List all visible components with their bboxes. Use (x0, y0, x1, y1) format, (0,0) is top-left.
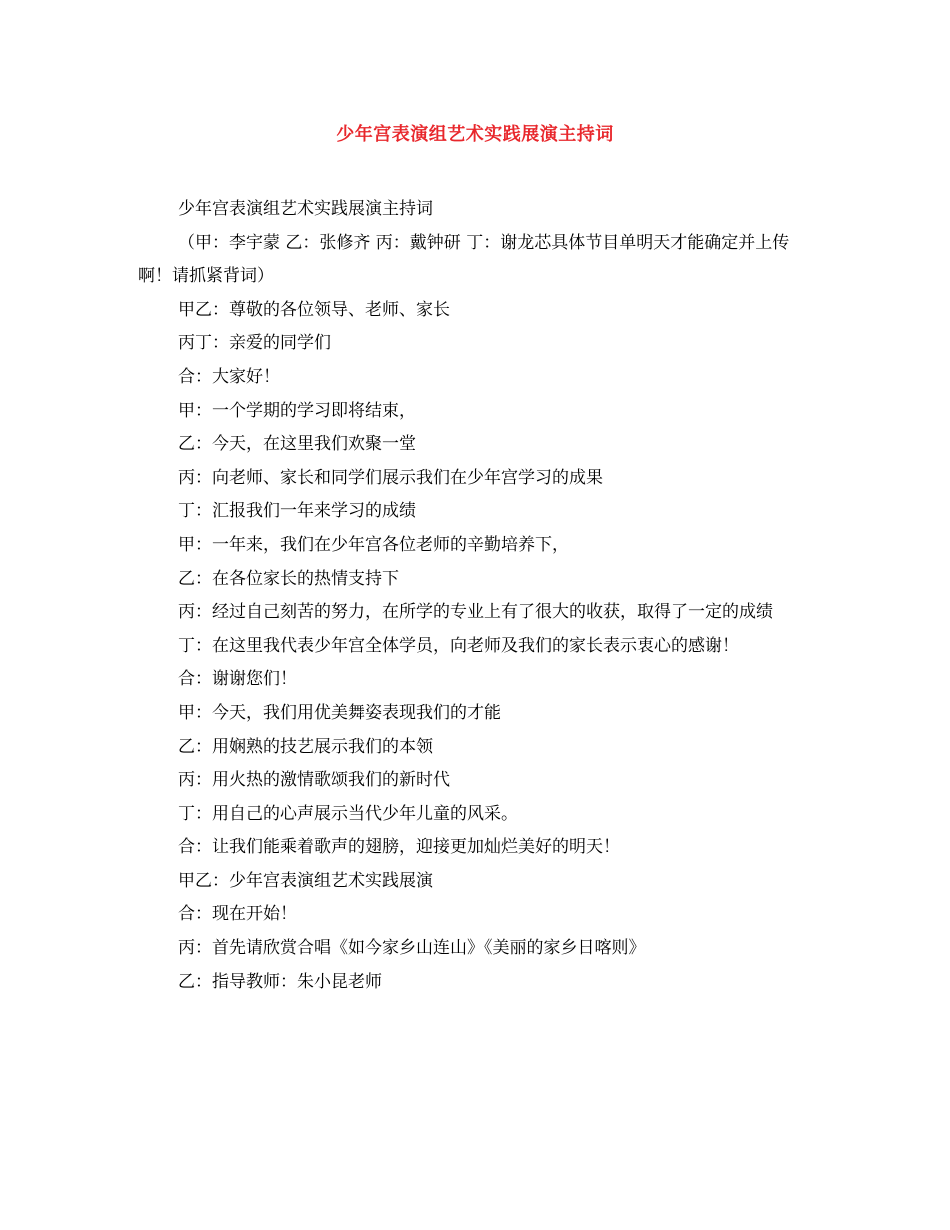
paragraph: 乙：指导教师：朱小昆老师 (178, 971, 382, 992)
paragraph: 少年宫表演组艺术实践展演主持词 (178, 199, 433, 219)
paragraph: 甲：今天，我们用优美舞姿表现我们的才能 (178, 702, 501, 723)
paragraph: 甲：一个学期的学习即将结束， (178, 400, 416, 421)
paragraph: 乙：今天，在这里我们欢聚一堂 (178, 434, 416, 455)
paragraph: 丙：用火热的激情歌颂我们的新时代 (178, 770, 450, 791)
document-title: 少年宫表演组艺术实践展演主持词 (336, 124, 614, 145)
paragraph: 合：现在开始！ (178, 904, 297, 925)
paragraph: 乙：在各位家长的热情支持下 (178, 568, 399, 589)
paragraph: 丁：用自己的心声展示当代少年儿童的风采。 (178, 803, 518, 824)
paragraph: 丙：向老师、家长和同学们展示我们在少年宫学习的成果 (178, 467, 603, 488)
document-body (138, 193, 816, 999)
paragraph: 甲乙：少年宫表演组艺术实践展演 (178, 870, 433, 891)
paragraph: 合：谢谢您们！ (178, 669, 297, 690)
paragraph: 甲乙：尊敬的各位领导、老师、家长 (178, 299, 450, 320)
paragraph: 合：让我们能乘着歌声的翅膀，迎接更加灿烂美好的明天！ (178, 837, 620, 858)
paragraph: 丁：汇报我们一年来学习的成绩 (178, 501, 416, 522)
paragraph: 甲：一年来，我们在少年宫各位老师的辛勤培养下， (178, 534, 569, 555)
paragraph: 丁：在这里我代表少年宫全体学员，向老师及我们的家长表示衷心的感谢！ (178, 635, 739, 656)
paragraph: 丙丁：亲爱的同学们 (178, 333, 331, 354)
paragraph: 合：大家好！ (178, 366, 280, 387)
paragraph: 乙：用娴熟的技艺展示我们的本领 (178, 736, 433, 757)
paragraph: 丙：首先请欣赏合唱《如今家乡山连山》《美丽的家乡日喀则》 (178, 938, 646, 959)
paragraph: 丙：经过自己刻苦的努力，在所学的专业上有了很大的收获，取得了一定的成绩 (178, 602, 773, 623)
paragraph: （甲：李宇蒙 乙：张修齐 丙：戴钟研 丁：谢龙芯具体节目单明天才能确定并上传啊！请抓紧背词） (138, 232, 790, 287)
